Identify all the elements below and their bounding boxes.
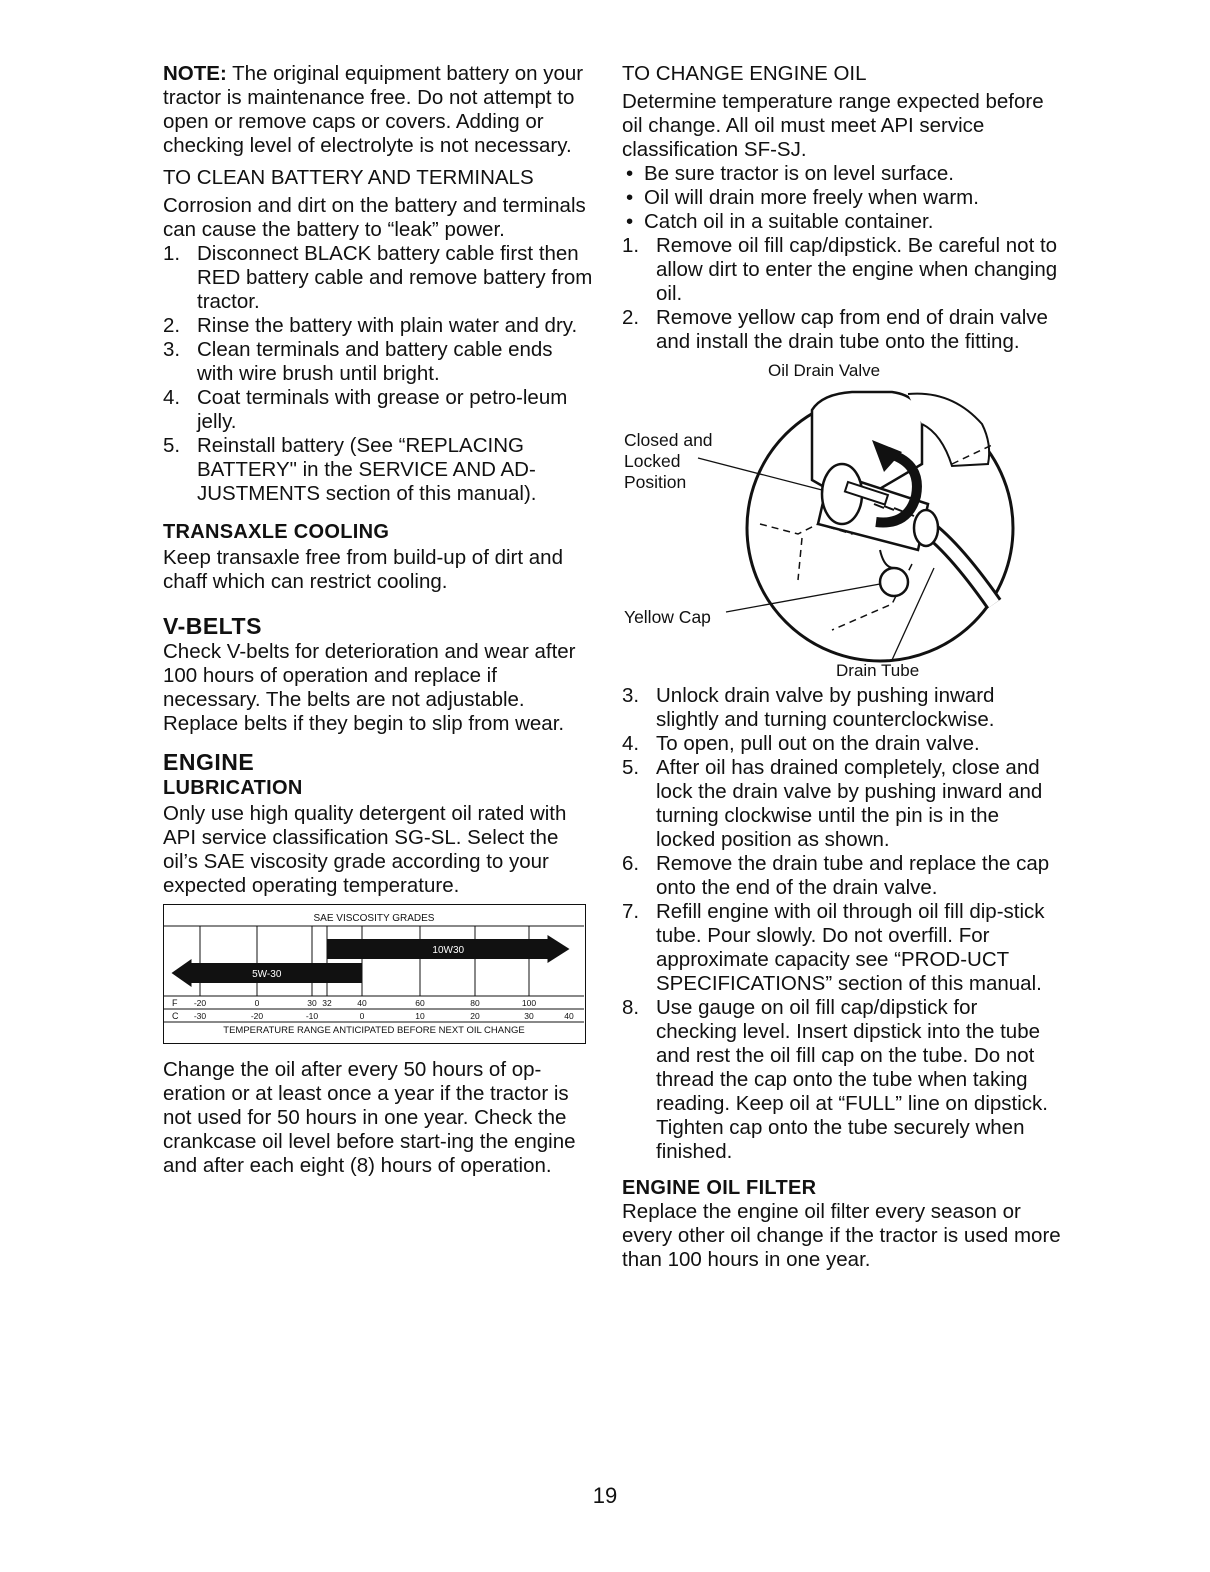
- oil-drain-valve-figure: [622, 354, 1062, 684]
- page-number: 19: [592, 1483, 618, 1508]
- vbelts-text: Check V-belts for deterioration and wear after 100 hours of operation and replace if necessary. The belts are not adjustable. Replace belts if they begin to slip from wear.: [163, 640, 576, 735]
- chart-title: SAE VISCOSITY GRADES: [313, 913, 435, 924]
- list-item: • Oil will drain more freely when warm.: [626, 186, 979, 209]
- change-oil-intro: Determine temperature range expected before oil change. All oil must meet API service classification SF-SJ.: [622, 90, 1044, 161]
- sae-viscosity-chart: [163, 904, 586, 1044]
- viscosity-label-5w-30: 5W-30: [252, 969, 282, 980]
- list-item: • Catch oil in a suitable container.: [626, 210, 934, 233]
- drain-valve-illustration: [622, 354, 1062, 664]
- yellow-cap-label: Yellow Cap: [624, 607, 711, 627]
- change-oil-bullets: [622, 162, 1062, 234]
- transaxle-text: Keep transaxle free from build-up of dirt and chaff which can restrict cooling.: [163, 546, 563, 593]
- f-tick-label: -20: [193, 998, 207, 1008]
- figure-title: Oil Drain Valve: [768, 361, 881, 380]
- clean-battery-steps: [163, 242, 593, 506]
- transaxle-heading: TRANSAXLE COOLING: [163, 521, 390, 543]
- c-tick-label: 20: [470, 1011, 480, 1021]
- f-tick-label: 80: [470, 998, 480, 1008]
- clean-battery-intro: Corrosion and dirt on the battery and terminals can cause the battery to “leak” power.: [163, 194, 586, 241]
- c-tick-label: 40: [564, 1011, 574, 1021]
- list-item: 8. Use gauge on oil fill cap/dipstick for checking level. Insert dipstick into the tube and rest the oil fill cap on the tube. Do not thread the cap onto the tube when taking reading. Keep oil at “FULL” line on dipstick. Tighten cap onto the tube securely when finished.: [622, 996, 1048, 1163]
- list-item: 6. Remove the drain tube and replace the cap onto the end of the drain valve.: [622, 852, 1050, 899]
- lubrication-text: Only use high quality detergent oil rated with API service classification SG-SL. Select the oil’s SAE viscosity grade according to your expected operating temperature.: [163, 802, 567, 897]
- lubrication-heading: LUBRICATION: [163, 777, 303, 799]
- left-column: [163, 62, 593, 1178]
- list-item: 2. Rinse the battery with plain water and dry.: [163, 314, 578, 337]
- c-tick-label: 30: [524, 1011, 534, 1021]
- list-item: 1. Disconnect BLACK battery cable first then RED battery cable and remove battery from tractor.: [163, 242, 593, 313]
- list-item: 4. To open, pull out on the drain valve.: [622, 732, 980, 755]
- c-tick-label: 10: [415, 1011, 425, 1021]
- chart-footer: TEMPERATURE RANGE ANTICIPATED BEFORE NEXT OIL CHANGE: [223, 1025, 525, 1036]
- oil-filter-text: Replace the engine oil filter every season or every other oil change if the tractor is used more than 100 hours in one year.: [622, 1200, 1061, 1271]
- f-tick-label: 100: [521, 998, 537, 1008]
- vbelts-heading: V-BELTS: [163, 613, 262, 639]
- change-oil-steps-b: [622, 684, 1062, 1164]
- list-item: 3. Clean terminals and battery cable ends with wire brush until bright.: [163, 338, 553, 385]
- c-axis-label: C: [172, 1011, 179, 1021]
- oil-change-text: Change the oil after every 50 hours of op-eration or at least once a year if the tractor is not used for 50 hours in one year. Check the crankcase oil level before start-ing the engine and after each eight (8) hours of operation.: [163, 1058, 576, 1177]
- engine-heading: ENGINE: [163, 749, 255, 775]
- list-item: 2. Remove yellow cap from end of drain valve and install the drain tube onto the fitting.: [622, 306, 1048, 353]
- clean-battery-heading: TO CLEAN BATTERY AND TERMINALS: [163, 166, 534, 189]
- c-tick-label: 0: [359, 1011, 365, 1021]
- list-item: 5. After oil has drained completely, close and lock the drain valve by pushing inward and turning clockwise until the pin is in the locked position as shown.: [622, 756, 1043, 851]
- c-tick-label: -30: [193, 1011, 207, 1021]
- list-item: 3. Unlock drain valve by pushing inward slightly and turning counterclockwise.: [622, 684, 995, 731]
- list-item: 4. Coat terminals with grease or petro-leum jelly.: [163, 386, 568, 433]
- viscosity-label-10w30: 10W30: [432, 945, 465, 956]
- closed-locked-label: Closed and Locked Position: [624, 430, 713, 492]
- list-item: • Be sure tractor is on level surface.: [626, 162, 954, 185]
- change-oil-heading: TO CHANGE ENGINE OIL: [622, 62, 867, 85]
- battery-note: [163, 62, 593, 158]
- oil-filter-heading: ENGINE OIL FILTER: [622, 1177, 817, 1199]
- right-column: [622, 62, 1062, 1272]
- change-oil-steps-a: [622, 234, 1062, 354]
- f-tick-label: 0: [254, 998, 260, 1008]
- list-item: 5. Reinstall battery (See “REPLACING BATTERY" in the SERVICE AND AD-JUSTMENTS section of this manual).: [163, 434, 537, 505]
- f-tick-label: 32: [322, 998, 332, 1008]
- f-tick-label: 40: [357, 998, 367, 1008]
- drain-tube-label: Drain Tube: [836, 661, 920, 680]
- f-tick-label: 60: [415, 998, 425, 1008]
- note-text: The original equipment battery on your tractor is maintenance free. Do not attempt to open or remove caps or covers. Adding or checking level of electrolyte is not necessary.: [163, 62, 584, 157]
- list-item: 7. Refill engine with oil through oil fill dip-stick tube. Pour slowly. Do not overfill. For approximate capacity see “PROD-UCT SPECIFICATIONS” section of this manual.: [622, 900, 1045, 995]
- c-tick-label: -20: [250, 1011, 264, 1021]
- f-axis-label: F: [172, 998, 178, 1008]
- note-label: NOTE:: [163, 62, 227, 85]
- f-tick-label: 30: [307, 998, 317, 1008]
- list-item: 1. Remove oil fill cap/dipstick. Be careful not to allow dirt to enter the engine when changing oil.: [622, 234, 1058, 305]
- c-tick-label: -10: [305, 1011, 319, 1021]
